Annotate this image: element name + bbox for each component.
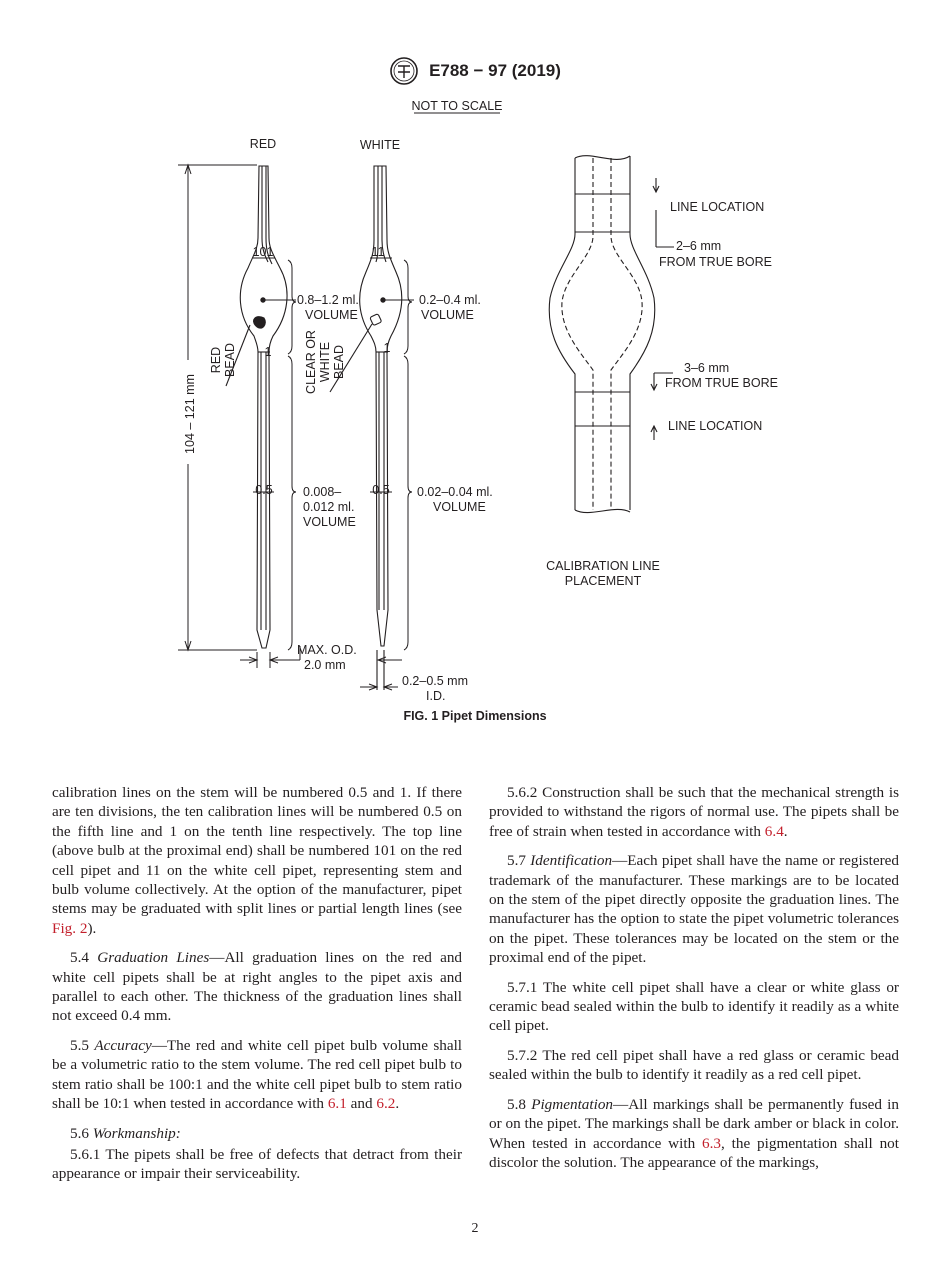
white-pipet: [330, 166, 402, 690]
white-bead-label-1: CLEAR OR: [304, 330, 318, 394]
paragraph-5-7-2: 5.7.2 The red cell pipet shall have a red glass or ceramic bead sealed within the bulb to identify it readily as a red cell pipet.: [489, 1046, 899, 1084]
red-mark-half: 0.5: [255, 483, 273, 497]
white-stem-volume-2: VOLUME: [433, 500, 486, 514]
paragraph-5-8: 5.8 Pigmentation—All markings shall be permanently fused in or on the pipet. The markings shall be dark amber or black in color. When tested in accordance with 6.3, the pigmentation shall not discolor the solution. The appearance of the markings,: [489, 1095, 899, 1171]
id-label-2: I.D.: [426, 689, 446, 703]
page-number: 2: [471, 1221, 479, 1236]
paragraph-5-7: 5.7 Identification—Each pipet shall have the name or registered trademark of the manufacturer. These markings are to be located on the stem of the pipet directly opposite the graduation lines. The manufacturer has the option to state the pipet volumetric tolerances on the pipet. These tolerances may be located on the stem or the proximal end of the pipet.: [489, 852, 900, 967]
calibration-placement-drawing: [549, 156, 674, 513]
white-pipet-label: WHITE: [359, 138, 401, 152]
red-mark-top: 101: [252, 245, 274, 259]
length-label: 104 – 121 mm: [183, 374, 197, 454]
white-mark-top: 11: [371, 245, 385, 259]
white-bulb-volume-1: 0.2–0.4 ml.: [419, 293, 481, 307]
section-6-1-link[interactable]: 6.1: [327, 1095, 347, 1113]
red-stem-volume-2: 0.012 ml.: [303, 500, 355, 514]
section-6-2-link[interactable]: 6.2: [376, 1095, 396, 1113]
placement-label-1: CALIBRATION LINE: [546, 559, 660, 573]
section-6-3-link[interactable]: 6.3: [702, 1134, 722, 1152]
od-label-1: MAX. O.D.: [297, 643, 357, 657]
page-header: [0, 56, 950, 86]
red-bead-label-1: RED: [209, 346, 223, 374]
fig-2-link[interactable]: Fig. 2: [52, 919, 88, 937]
right-column: [489, 783, 899, 1182]
white-bead-label-3: BEAD: [332, 344, 346, 380]
bore-bottom-2: FROM TRUE BORE: [665, 376, 778, 390]
white-bulb-volume-2: VOLUME: [421, 308, 474, 322]
red-pipet: [226, 166, 287, 648]
paragraph-5-4: 5.4 Graduation Lines—All graduation lines on the red and white cell pipets shall be at right angles to the pipet axis and parallel to each other. The thickness of the graduation lines shall not exceed 0.4 mm.: [52, 949, 463, 1025]
red-stem-volume-1: 0.008–: [303, 485, 342, 499]
red-bulb-volume-2: VOLUME: [305, 308, 358, 322]
id-label-1: 0.2–0.5 mm: [402, 674, 469, 688]
pipet-dimensions-figure: [0, 90, 950, 730]
left-column: [52, 783, 462, 1194]
paragraph-5-7-1: 5.7.1 The white cell pipet shall have a clear or white glass or ceramic bead sealed within the bulb to identify it readily as a white cell pipet.: [489, 978, 899, 1035]
astm-logo-icon: [389, 56, 419, 86]
section-6-4-link[interactable]: 6.4: [764, 822, 784, 840]
bore-top-1: 2–6 mm: [676, 239, 722, 253]
red-bulb-volume-1: 0.8–1.2 ml.: [297, 293, 359, 307]
white-mark-half: 0.5: [372, 483, 390, 497]
line-location-bottom: LINE LOCATION: [668, 419, 763, 433]
paragraph-5-6: 5.6 Workmanship:: [70, 1124, 181, 1142]
red-pipet-label: RED: [249, 137, 277, 151]
figure-caption: FIG. 1 Pipet Dimensions: [403, 709, 547, 723]
white-mark-one: 1: [383, 341, 391, 355]
od-label-2: 2.0 mm: [304, 658, 346, 672]
placement-label-2: PLACEMENT: [564, 574, 642, 588]
standard-code: E788 − 97 (2019): [429, 61, 561, 80]
red-bead-label-2: BEAD: [223, 342, 237, 378]
white-stem-volume-1: 0.02–0.04 ml.: [417, 485, 493, 499]
not-to-scale-label: NOT TO SCALE: [411, 99, 503, 113]
red-mark-one: 1: [264, 345, 272, 359]
line-location-top: LINE LOCATION: [670, 200, 765, 214]
paragraph-calibration-lines: calibration lines on the stem will be numbered 0.5 and 1. If there are ten divisions, the ten calibration lines will be numbered 0.5 on the fifth line and 1 on the tenth line respectively. The top line (above bulb at the proximal end) shall be numbered 101 on the red cell pipet and 11 on the white cell pipet, representing stem and bulb volume collectively. At the option of the manufacturer, pipet stems may be graduated with split lines or partial length lines (see Fig. 2).: [52, 784, 462, 937]
bore-top-2: FROM TRUE BORE: [659, 255, 772, 269]
paragraph-5-6-2: 5.6.2 Construction shall be such that the mechanical strength is provided to withstand the rigors of normal use. The pipets shall be free of strain when tested in accordance with 6.4.: [489, 784, 899, 840]
white-volume-braces: [381, 260, 414, 650]
paragraph-5-5: 5.5 Accuracy—The red and white cell pipet bulb volume shall be a volumetric ratio to the stem volume. The red cell pipet bulb to stem ratio shall be 100:1 and the white cell pipet bulb to stem ratio shall be 10:1 when tested in accordance with 6.1 and 6.2.: [52, 1036, 463, 1113]
red-stem-volume-3: VOLUME: [303, 515, 356, 529]
paragraph-5-6-1: 5.6.1 The pipets shall be free of defects that detract from their appearance or impair their serviceability.: [52, 1145, 462, 1183]
white-bead-label-2: WHITE: [318, 341, 332, 383]
bore-bottom-1: 3–6 mm: [684, 361, 730, 375]
